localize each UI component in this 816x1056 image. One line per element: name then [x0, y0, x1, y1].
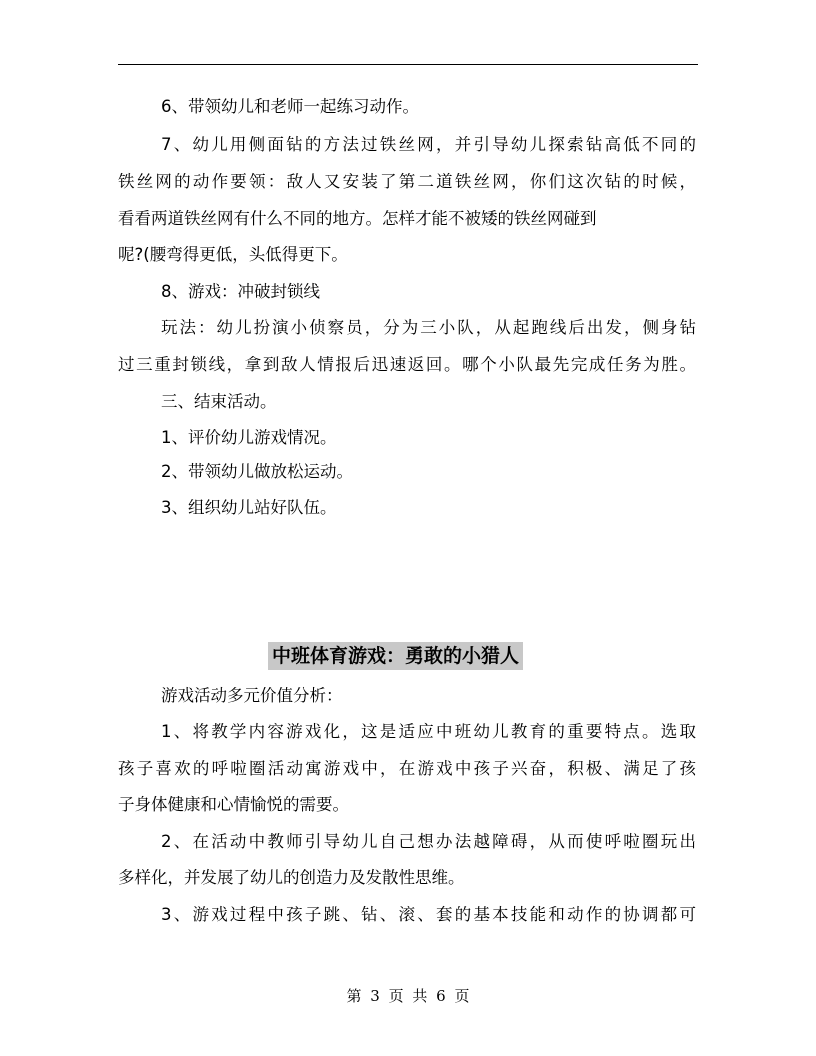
body-line: 8、游戏：冲破封锁线	[161, 282, 320, 301]
body-line: 7、幼儿用侧面钻的方法过铁丝网，并引导幼儿探索钻高低不同的	[161, 135, 696, 154]
body-line: 1、评价幼儿游戏情况。	[161, 428, 337, 447]
section-line: 游戏活动多元价值分析：	[161, 686, 343, 705]
body-line: 三、结束活动。	[161, 392, 277, 411]
header-rule	[118, 64, 698, 65]
body-line: 铁丝网的动作要领：敌人又安装了第二道铁丝网，你们这次钻的时候，	[118, 172, 696, 191]
page-number: 第 3 页 共 6 页	[346, 987, 470, 1005]
body-line: 3、组织幼儿站好队伍。	[161, 498, 337, 517]
section-line: 孩子喜欢的呼啦圈活动寓游戏中，在游戏中孩子兴奋，积极、满足了孩	[118, 759, 696, 778]
section-line: 1、将教学内容游戏化，这是适应中班幼儿教育的重要特点。选取	[161, 722, 696, 741]
section-title: 中班体育游戏：勇敢的小猎人	[268, 642, 523, 670]
body-line: 过三重封锁线，拿到敌人情报后迅速返回。哪个小队最先完成任务为胜。	[118, 355, 696, 374]
section-line: 2、在活动中教师引导幼儿自己想办法越障碍，从而使呼啦圈玩出	[161, 832, 696, 851]
section-line: 子身体健康和心情愉悦的需要。	[118, 795, 349, 814]
section-line: 3、游戏过程中孩子跳、钻、滚、套的基本技能和动作的协调都可	[161, 905, 696, 924]
body-line: 玩法：幼儿扮演小侦察员，分为三小队，从起跑线后出发，侧身钻	[161, 318, 696, 337]
body-line: 6、带领幼儿和老师一起练习动作。	[161, 97, 419, 116]
body-line: 呢?(腰弯得更低，头低得更下。	[118, 245, 348, 264]
body-line: 2、带领幼儿做放松运动。	[161, 462, 353, 481]
body-line: 看看两道铁丝网有什么不同的地方。怎样才能不被矮的铁丝网碰到	[118, 209, 597, 228]
section-line: 多样化，并发展了幼儿的创造力及发散性思维。	[118, 868, 465, 887]
